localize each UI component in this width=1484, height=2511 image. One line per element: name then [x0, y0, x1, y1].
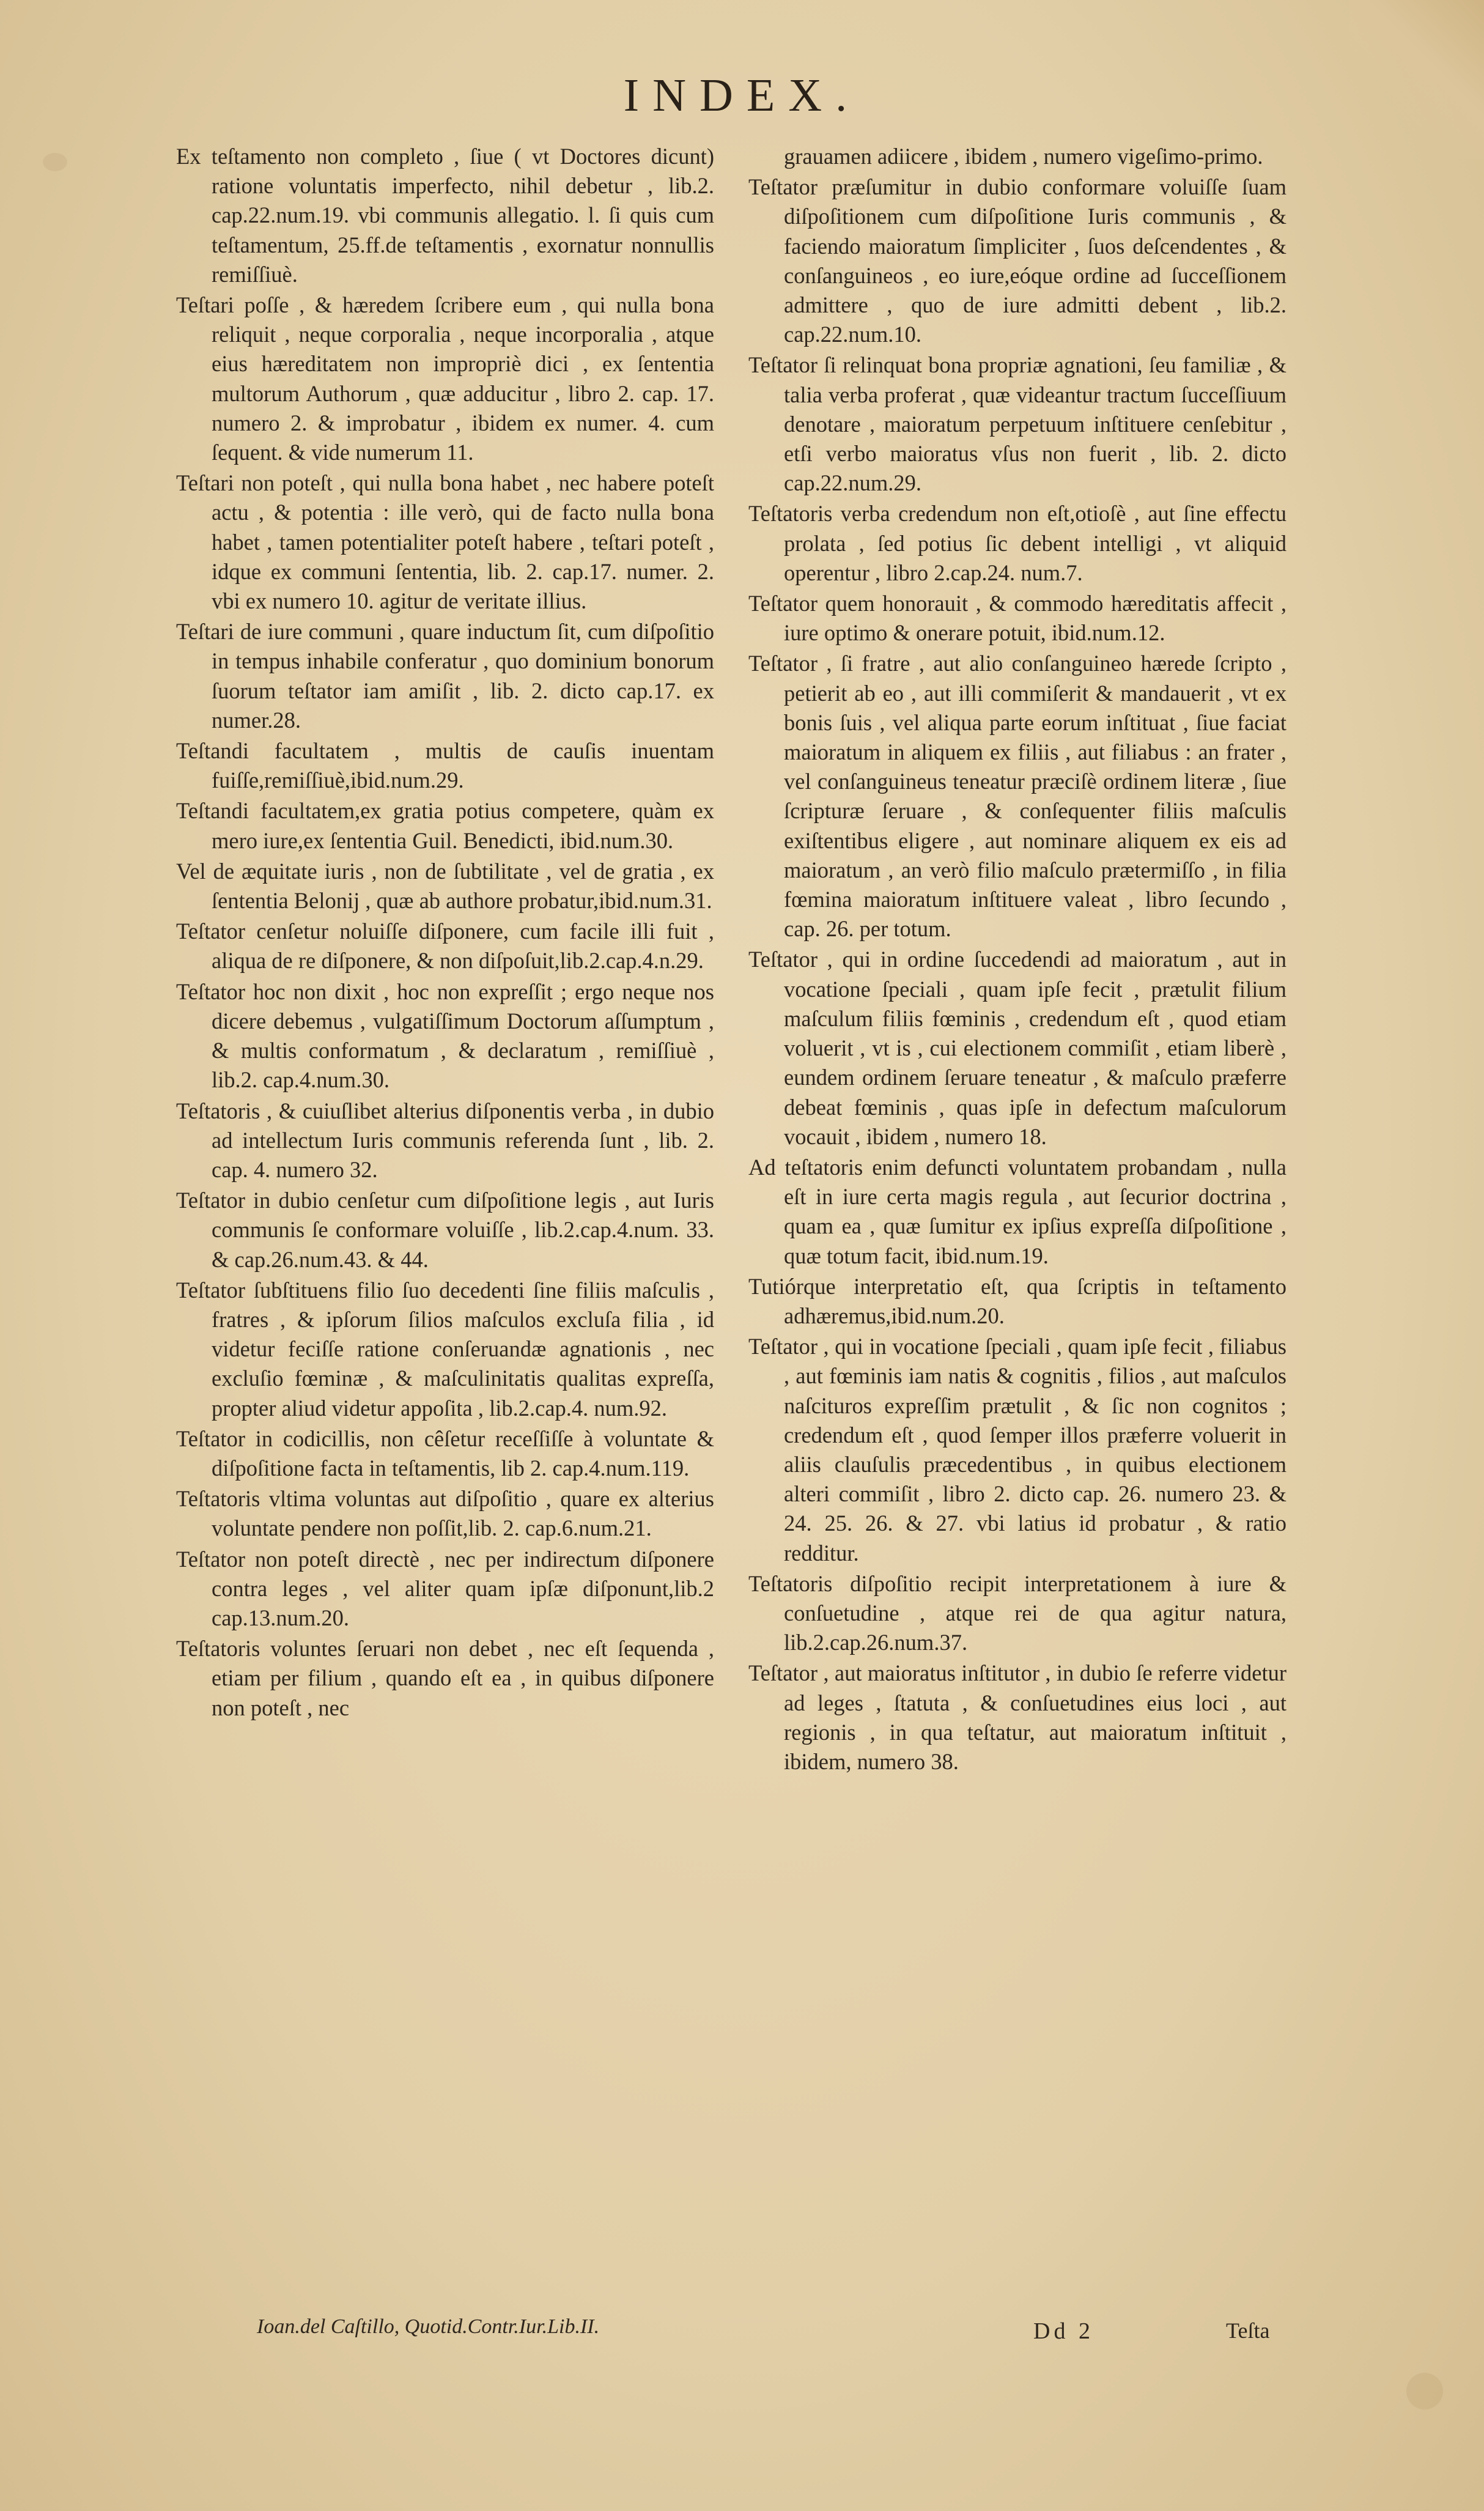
index-entry: Ex teſtamento non completo , ſiue ( vt Doctores dicunt) ratione voluntatis imperfecto, nihil debetur , lib.2. cap.22.num.19. vbi communis allegatio. l. ſi quis cum teſtamentum, 25.ff.de teſtamentis , exornatur nonnullis remiſſiuè.	[176, 144, 714, 287]
index-entry: Teſtator , qui in ordine ſuccedendi ad maioratum , aut in vocatione ſpeciali , quam ipſe fecit , prætulit filium maſculum filiis fœminis , credendum eſt , quod etiam voluerit , vt is , cui electionem commiſit , etiam liberè , eundem ordinem ſeruare teneatur , & maſculo præferre debeat fœminis , quas ipſe in defectum maſculorum vocauit , ibidem , numero 18.	[748, 947, 1287, 1149]
index-entry: Teſtari non poteſt , qui nulla bona habet , nec habere poteſt actu , & potentia : ille verò, qui de facto nulla bona habet , tamen potentialiter poteſt habere , teſtari poteſt , idque ex communi ſententia, lib. 2. cap.17. numer. 2. vbi ex numero 10. agitur de veritate illius.	[176, 470, 714, 614]
index-entry: Tutiórque interpretatio eſt, qua ſcriptis in teſtamento adhæremus,ibid.num.20.	[748, 1273, 1287, 1328]
page-title: INDEX.	[623, 70, 861, 121]
index-entry: Teſtatoris , & cuiuſlibet alterius diſponentis verba , in dubio ad intellectum Iuris communis referenda ſunt , lib. 2. cap. 4. numero 32.	[176, 1098, 714, 1182]
running-footer: Ioan.del Caſtillo, Quotid.Contr.Iur.Lib.II.	[257, 2315, 600, 2338]
index-entry: Teſtator in dubio cenſetur cum diſpoſitione legis , aut Iuris communis ſe conformare voluiſſe , lib.2.cap.4.num. 33. & cap.26.num.43. & 44.	[176, 1188, 714, 1272]
signature-mark: Dd 2	[1033, 2318, 1094, 2344]
index-entry: Teſtari de iure communi , quare inductum ſit, cum diſpoſitio in tempus inhabile conferatur , quo dominium bonorum ſuorum teſtator iam amiſit , lib. 2. dicto cap.17. ex numer.28.	[176, 619, 714, 733]
index-entry: Teſtator ſi relinquat bona propriæ agnationi, ſeu familiæ , & talia verba proferat , quæ videantur tractum ſucceſſiuum denotare , maioratum perpetuum inſtituere cenſebitur , etſi verbo maioratus vſus non fuerit , lib. 2. dicto cap.22.num.29.	[748, 352, 1287, 496]
index-entry: Teſtandi facultatem , multis de cauſis inuentam fuiſſe,remiſſiuè,ibid.num.29.	[176, 738, 714, 793]
index-entry: Ad teſtatoris enim defuncti voluntatem probandam , nulla eſt in iure certa magis regula , aut ſecurior doctrina , quam ea , quæ ſumitur ex ipſius expreſſa diſpoſitione , quæ totum facit, ibid.num.19.	[748, 1154, 1287, 1268]
left-column	[176, 142, 714, 1724]
index-entry: Teſtatoris vltima voluntas aut diſpoſitio , quare ex alterius voluntate pendere non poſſit,lib. 2. cap.6.num.21.	[176, 1486, 714, 1541]
right-column	[748, 142, 1287, 1778]
index-entry: Teſtator , qui in vocatione ſpeciali , quam ipſe fecit , filiabus , aut fœminis iam natis & cognitis , filios , aut maſculos naſcituros expreſſim prætulit , & ſic non cognitos ; credendum eſt , quod ſemper illos præferre voluerit in aliis clauſulis præcedentibus , in quibus electionem alteri commiſit , libro 2. dicto cap. 26. numero 23. & 24. 25. 26. & 27. vbi latius id probatur , & ratio redditur.	[748, 1334, 1287, 1566]
index-entry-continuation: grauamen adiicere , ibidem , numero vigeſimo-primo.	[784, 144, 1263, 169]
index-entry: Vel de æquitate iuris , non de ſubtilitate , vel de gratia , ex ſententia Belonij , quæ ab authore probatur,ibid.num.31.	[176, 858, 714, 914]
index-entry: Teſtandi facultatem,ex gratia potius competere, quàm ex mero iure,ex ſententia Guil. Benedicti, ibid.num.30.	[176, 798, 714, 853]
catchword: Teſta	[1226, 2318, 1270, 2343]
index-entry: Teſtator , aut maioratus inſtitutor , in dubio ſe referre videtur ad leges , ſtatuta , & conſuetudines eius loci , aut regionis , in qua teſtatur, aut maioratum inſtituit , ibidem, numero 38.	[748, 1660, 1287, 1774]
index-entry: Teſtator cenſetur noluiſſe diſponere, cum facile illi fuit , aliqua de re diſponere, & non diſpoſuit,lib.2.cap.4.n.29.	[176, 919, 714, 974]
paper-stain	[43, 153, 67, 171]
index-entry: Teſtator præſumitur in dubio conformare voluiſſe ſuam diſpoſitionem cum diſpoſitione Iuris communis , & faciendo maioratum ſimpliciter , ſuos deſcendentes , & conſanguineos , eo iure,eóque ordine ad ſucceſſionem admittere , quo de iure admitti debent , lib.2. cap.22.num.10.	[748, 174, 1287, 347]
index-entry: Teſtator hoc non dixit , hoc non expreſſit ; ergo neque nos dicere debemus , vulgatiſſimum Doctorum aſſumptum , & multis conformatum , & declaratum , remiſſiuè , lib.2. cap.4.num.30.	[176, 978, 714, 1093]
index-entry: Teſtator , ſi fratre , aut alio conſanguineo hærede ſcripto , petierit ab eo , aut illi commiſerit & mandauerit , vt ex bonis ſuis , vel aliqua parte eorum inſtituat , ſiue faciat maioratum in aliquem ex filiis , aut filiabus : an frater , vel conſanguineus teneatur præciſè ordinem literæ , ſiue ſcripturæ ſeruare , & conſequenter filiis maſculis exiſtentibus eligere , aut nominare aliquem ex eis ad maioratum , an verò filio maſculo prætermiſſo , in filia fœmina maioratum inſtituere valeat , libro ſecundo , cap. 26. per totum.	[748, 651, 1287, 942]
index-entry: Teſtatoris diſpoſitio recipit interpretationem à iure & conſuetudine , atque rei de qua agitur natura, lib.2.cap.26.num.37.	[748, 1570, 1287, 1655]
index-entry: Teſtatoris voluntes ſeruari non debet , nec eſt ſequenda , etiam per filium , quando eſt ea , in quibus diſponere non poteſt , nec	[176, 1636, 714, 1720]
index-entry: Teſtator non poteſt directè , nec per indirectum diſponere contra leges , vel aliter quam ipſæ diſponunt,lib.2 cap.13.num.20.	[176, 1546, 714, 1630]
index-entry: Teſtator quem honorauit , & commodo hæreditatis affecit , iure optimo & onerare potuit, ibid.num.12.	[748, 591, 1287, 646]
paper-stain	[1406, 2373, 1443, 2409]
index-entry: Teſtator in codicillis, non cêſetur receſſiſſe à voluntate & diſpoſitione facta in teſtamentis, lib 2. cap.4.num.119.	[176, 1426, 714, 1481]
index-entry: Teſtari poſſe , & hæredem ſcribere eum , qui nulla bona reliquit , neque corporalia , neque incorporalia , atque eius hæreditatem non impropriè dici , ex ſententia multorum Authorum , quæ adducitur , libro 2. cap. 17. numero 2. & improbatur , ibidem ex numer. 4. cum ſequent. & vide numerum 11.	[176, 292, 714, 465]
index-entry: Teſtator ſubſtituens filio ſuo decedenti ſine filiis maſculis , fratres , & ipſorum ſilios maſculos excluſa filia , id videtur feciſſe ratione conſeruandæ agnationis , nec excluſio fœminæ , & maſculinitatis qualitas expreſſa, propter aliud videtur appoſita , lib.2.cap.4. num.92.	[176, 1277, 714, 1421]
index-entry: Teſtatoris verba credendum non eſt,otioſè , aut ſine effectu prolata , ſed potius ſic debent intelligi , vt aliquid operentur , libro 2.cap.24. num.7.	[748, 501, 1287, 585]
